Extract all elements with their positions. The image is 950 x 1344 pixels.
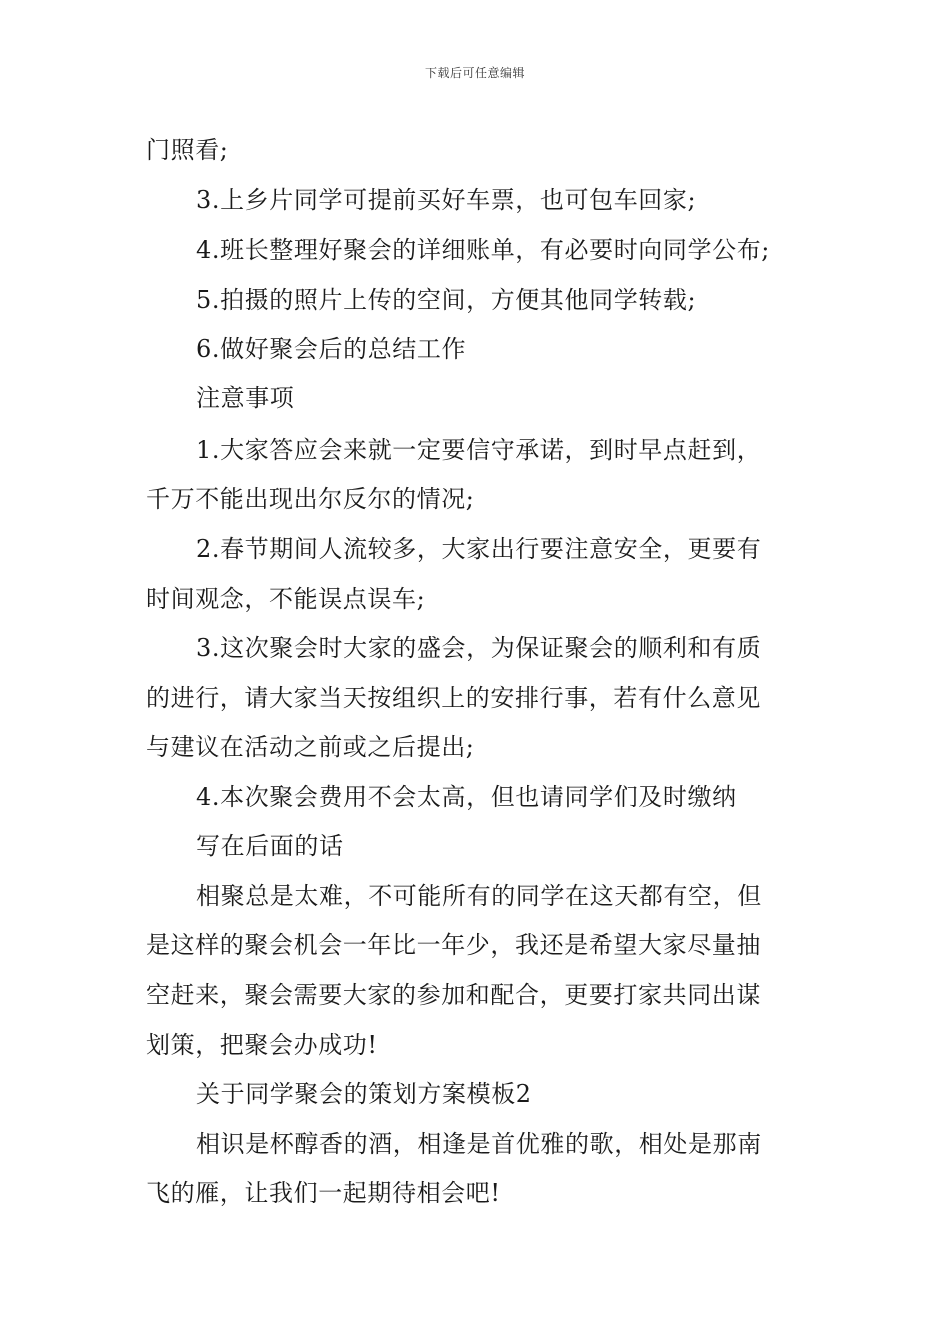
list-item: 4.本次聚会费用不会太高，但也请同学们及时缴纳 (196, 783, 737, 811)
paragraph-line: 门照看; (146, 136, 229, 164)
section-heading: 关于同学聚会的策划方案模板2 (196, 1080, 532, 1108)
list-item: 3.上乡片同学可提前买好车票，也可包车回家; (196, 186, 697, 214)
paragraph-line: 是这样的聚会机会一年比一年少，我还是希望大家尽量抽 (146, 931, 761, 959)
section-heading: 注意事项 (196, 384, 295, 412)
paragraph-line: 的进行，请大家当天按组织上的安排行事，若有什么意见 (146, 684, 761, 712)
paragraph-line: 相聚总是太难，不可能所有的同学在这天都有空，但 (196, 882, 762, 910)
paragraph-line: 时间观念，不能误点误车; (146, 585, 426, 613)
paragraph-line: 千万不能出现出尔反尔的情况; (146, 485, 475, 513)
paragraph-line: 空赶来，聚会需要大家的参加和配合，更要打家共同出谋 (146, 981, 761, 1009)
list-item: 4.班长整理好聚会的详细账单，有必要时向同学公布; (196, 236, 770, 264)
list-item: 5.拍摄的照片上传的空间，方便其他同学转载; (196, 286, 697, 314)
paragraph-line: 相识是杯醇香的酒，相逢是首优雅的歌，相处是那南 (196, 1130, 762, 1158)
paragraph-line: 飞的雁，让我们一起期待相会吧! (146, 1179, 501, 1207)
list-item: 6.做好聚会后的总结工作 (196, 335, 467, 363)
section-heading: 写在后面的话 (196, 832, 344, 860)
paragraph-line: 划策，把聚会办成功! (146, 1031, 378, 1059)
list-item: 1.大家答应会来就一定要信守承诺，到时早点赶到， (196, 436, 762, 464)
list-item: 2.春节期间人流较多，大家出行要注意安全，更要有 (196, 535, 762, 563)
list-item: 3.这次聚会时大家的盛会，为保证聚会的顺利和有质 (196, 634, 762, 662)
paragraph-line: 与建议在活动之前或之后提出; (146, 733, 475, 761)
page-header-note: 下载后可任意编辑 (424, 66, 525, 80)
